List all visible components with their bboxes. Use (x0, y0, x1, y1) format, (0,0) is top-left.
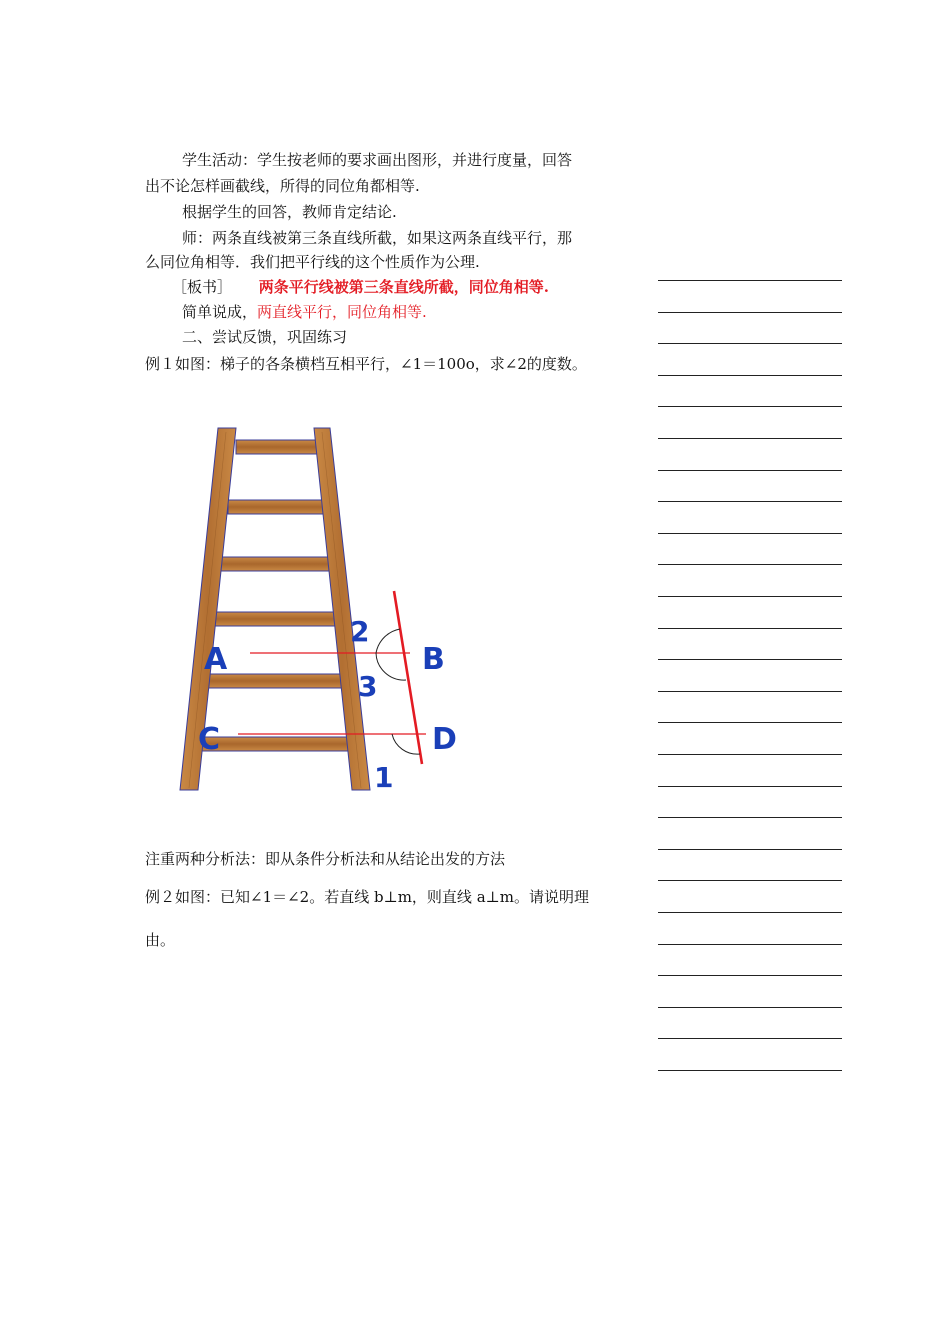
board-line (172, 277, 672, 297)
margin-note-line (658, 596, 842, 597)
point-label-D: D (432, 722, 457, 757)
angle-label-3: 3 (358, 670, 378, 703)
margin-note-line (658, 628, 842, 629)
ladder-rung (208, 674, 344, 688)
ladder-figure (168, 412, 468, 802)
section-heading-practice: 二、尝试反馈，巩固练习 (182, 328, 348, 346)
margin-note-line (658, 691, 842, 692)
angle-label-1: 1 (374, 761, 394, 794)
ladder-rung (236, 440, 322, 454)
board-theorem: 两条平行线被第三条直线所截，同位角相等. (258, 278, 550, 296)
example-1-text: 例１如图：梯子的各条横档互相平行，∠1＝100o，求∠2的度数。 (145, 355, 587, 373)
margin-note-line (658, 533, 842, 534)
margin-note-line (658, 375, 842, 376)
margin-note-line (658, 1070, 842, 1071)
paragraph-teacher-line2: 么同位角相等．我们把平行线的这个性质作为公理. (145, 253, 480, 271)
margin-note-line (658, 438, 842, 439)
point-label-A: A (204, 642, 228, 677)
point-label-B: B (422, 642, 445, 677)
margin-note-line (658, 944, 842, 945)
ladder-right-rail (314, 428, 370, 790)
board-label: ［板书］ (172, 278, 233, 296)
paragraph-teacher-confirm: 根据学生的回答，教师肯定结论. (182, 203, 397, 221)
margin-note-line (658, 406, 842, 407)
simple-statement-line (182, 302, 682, 322)
paragraph-teacher-line1: 师：两条直线被第三条直线所截，如果这两条直线平行，那 (182, 229, 573, 247)
margin-note-line (658, 564, 842, 565)
example-2-text-line1: 例２如图：已知∠1＝∠2。若直线 b⊥m，则直线 a⊥m。请说明理 (145, 888, 589, 906)
point-label-C: C (198, 722, 221, 757)
angle-2-arc (376, 629, 400, 653)
ladder-rung (214, 612, 338, 626)
margin-note-line (658, 343, 842, 344)
angle-1-arc (392, 734, 420, 754)
simple-theorem: 两直线平行，同位角相等. (257, 303, 427, 321)
margin-note-line (658, 817, 842, 818)
angle-3-arc (376, 653, 406, 680)
margin-note-line (658, 975, 842, 976)
transversal-line (394, 591, 422, 764)
ladder-rung (228, 500, 326, 514)
margin-note-line (658, 849, 842, 850)
margin-note-line (658, 280, 842, 281)
margin-note-line (658, 312, 842, 313)
ladder-rung (220, 557, 332, 571)
margin-note-line (658, 912, 842, 913)
margin-note-line (658, 1038, 842, 1039)
margin-note-line (658, 1007, 842, 1008)
example-2-text-line2: 由。 (145, 931, 176, 949)
margin-note-line (658, 880, 842, 881)
paragraph-student-activity-line1: 学生活动：学生按老师的要求画出图形，并进行度量，回答 (182, 151, 573, 169)
margin-note-line (658, 470, 842, 471)
simple-prefix: 简单说成， (182, 303, 258, 321)
margin-note-line (658, 501, 842, 502)
margin-note-line (658, 786, 842, 787)
margin-note-line (658, 754, 842, 755)
margin-note-line (658, 659, 842, 660)
ladder-rung (200, 737, 350, 751)
paragraph-student-activity-line2: 出不论怎样画截线，所得的同位角都相等. (145, 177, 420, 195)
angle-label-2: 2 (350, 615, 370, 648)
analysis-method-note: 注重两种分析法：即从条件分析法和从结论出发的方法 (145, 850, 506, 868)
margin-note-line (658, 722, 842, 723)
